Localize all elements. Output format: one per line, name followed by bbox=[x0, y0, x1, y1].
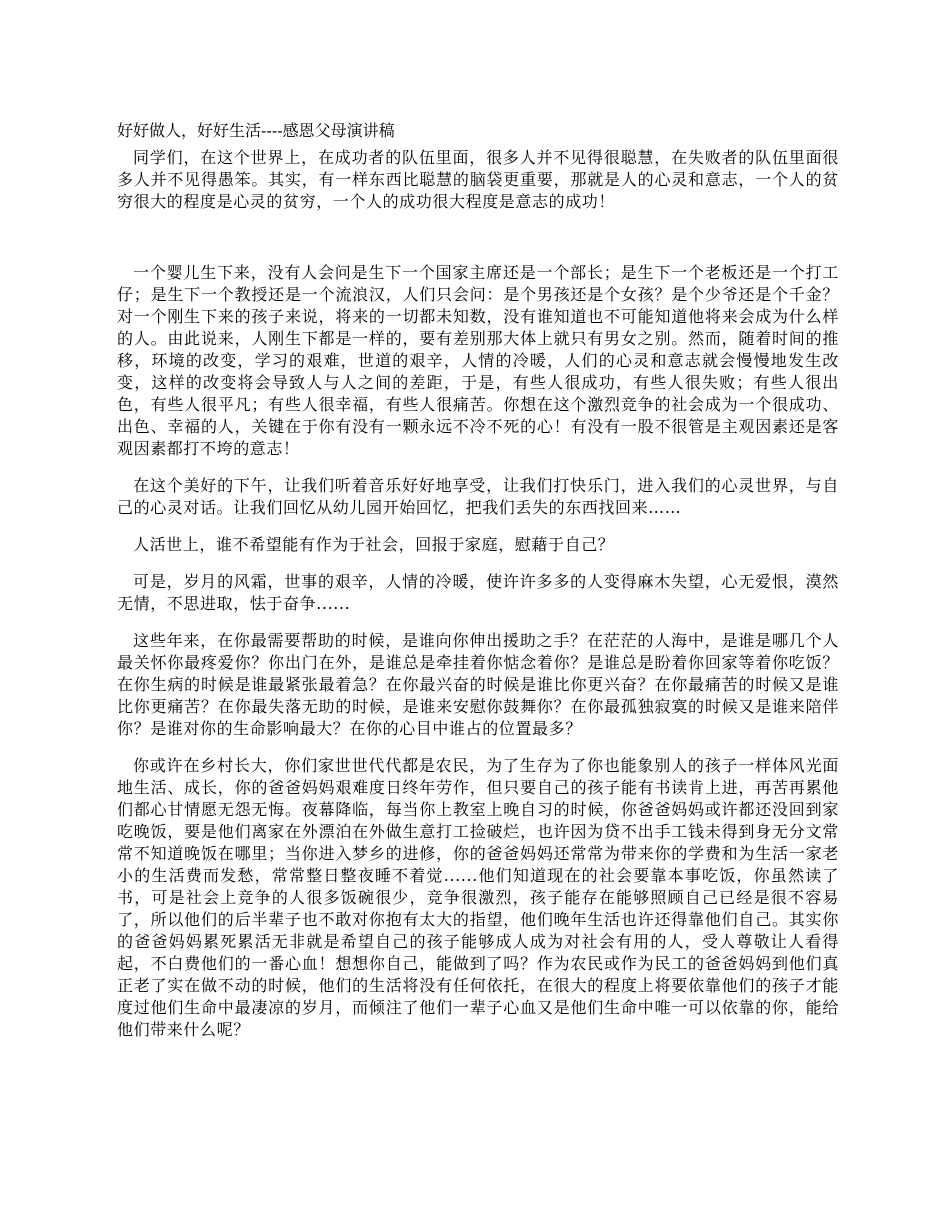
paragraph-intro: 同学们，在这个世界上，在成功者的队伍里面，很多人并不见得很聪慧，在失败者的队伍里面很多人并不见得愚笨。其实，有一样东西比聪慧的脑袋更重要，那就是人的心灵和意志，一个人的贫穷很大的程度是心灵的贫穷，一个人的成功很大程度是意志的成功！ bbox=[117, 148, 839, 211]
paragraph-afternoon: 在这个美好的下午，让我们听着音乐好好地享受，让我们打快乐门，进入我们的心灵世界，与自己的心灵对话。让我们回忆从幼儿园开始回忆，把我们丢失的东西找回来…… bbox=[117, 476, 839, 517]
blank-space bbox=[117, 228, 839, 262]
paragraph-questions: 这些年来，在你最需要帮助的时候，是谁向你伸出援助之手？在茫茫的人海中，是谁是哪几个人最关怀你最疼爱你？你出门在外，是谁总是牵挂着你惦念着你？是谁总是盼着你回家等着你吃饭？在你生病的时候是谁最紧张最着急？在你最兴奋的时候是谁比你更兴奋？在你最痛苦的时候又是谁比你更痛苦？在你最失落无助的时候，是谁来安慰你鼓舞你？在你最孤独寂寞的时候又是谁来陪伴你？是谁对你的生命影响最大？在你的心目中谁占的位置最多？ bbox=[117, 631, 839, 738]
document-title: 好好做人，好好生活----感恩父母演讲稿 bbox=[117, 121, 395, 140]
paragraph-however: 可是，岁月的风霜，世事的艰辛，人情的冷暖，使许许多多的人变得麻木失望，心无爱恨，漠然无情，不思进取，怯于奋争...... bbox=[117, 572, 839, 613]
paragraph-hope: 人活世上，谁不希望能有作为于社会，回报于家庭，慰藉于自己？ bbox=[133, 535, 615, 554]
document-page bbox=[117, 118, 839, 1056]
paragraph-newborn: 一个婴儿生下来，没有人会问是生下一个国家主席还是一个部长；是生下一个老板还是一个打工仔；是生下一个教授还是一个流浪汉，人们只会问：是个男孩还是个女孩？是个少爷还是个千金？对一个刚生下来的孩子来说，将来的一切都未知数，没有谁知道也不可能知道他将来会成为什么样的人。由此说来，人刚生下都是一样的，要有差别那大体上就只有男女之别。然而，随着时间的推移，环境的改变，学习的艰难，世道的艰辛，人情的冷暖，人们的心灵和意志就会慢慢地发生改变，这样的改变将会导致人与人之间的差距，于是，有些人很成功，有些人很失败；有些人很出色，有些人很平凡；有些人很幸福，有些人很痛苦。你想在这个激烈竞争的社会成为一个很成功、出色、幸福的人，关键在于你有没有一颗永远不冷不死的心！有没有一股不很管是主观因素还是客观因素都打不垮的意志！ bbox=[117, 263, 839, 458]
paragraph-parents: 你或许在乡村长大，你们家世世代代都是农民，为了生存为了你也能象别人的孩子一样体风光面地生活、成长，你的爸爸妈妈艰难度日终年劳作，但只要自己的孩子能有书读肯上进，再苦再累他们都心甘情愿无怨无悔。夜幕降临，每当你上教室上晚自习的时候，你爸爸妈妈或许都还没回到家吃晚饭，要是他们离家在外漂泊在外做生意打工捡破烂，也许因为贷不出手工钱未得到身无分文常常不知道晚饭在哪里；当你进入梦乡的进修，你的爸爸妈妈还常常为带来你的学费和为生活一家老小的生活费而发愁，常常整日整夜睡不着觉......他们知道现在的社会要靠本事吃饭，你虽然读了书，可是社会上竞争的人很多饭碗很少，竞争很激烈，孩子能存在能够照顾自己已经是很不容易了，所以他们的后半辈子也不敢对你抱有太大的指望，他们晚年生活也许还得靠他们自己。其实你的爸爸妈妈累死累活无非就是希望自己的孩子能够成人成为对社会有用的人，受人尊敬让人看得起，不白费他们的一番心血！想想你自己，能做到了吗？作为农民或作为民工的爸爸妈妈到他们真正老了实在做不动的时候，他们的生活将没有任何依托，在很大的程度上将要依靠他们的孩子才能度过他们生命中最凄凉的岁月，而倾注了他们一辈子心血又是他们生命中唯一可以依靠的你，能给他们带来什么呢？ bbox=[117, 756, 839, 1039]
